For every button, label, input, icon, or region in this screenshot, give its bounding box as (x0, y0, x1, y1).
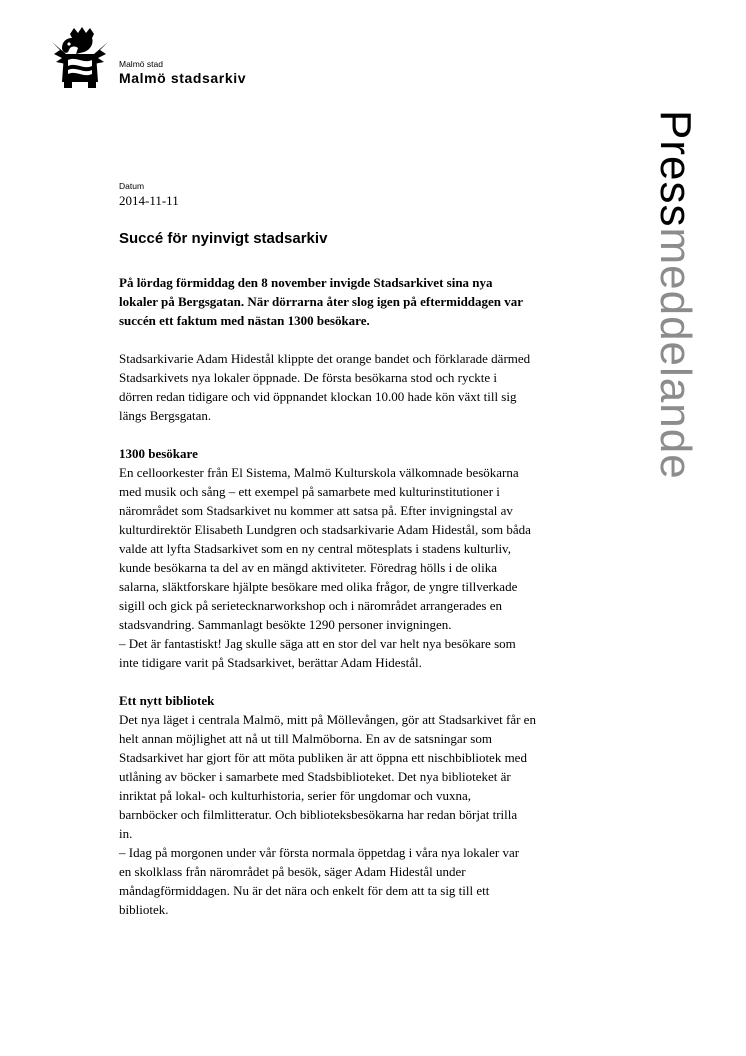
department-name: Malmö stadsarkiv (119, 70, 247, 86)
article-body (119, 273, 589, 938)
pressmeddelande-label (651, 110, 700, 480)
lead-paragraph: På lördag förmiddag den 8 november invigde Stadsarkivet sina nya lokaler på Bergsgatan. När dörrarna åter slog igen på eftermiddagen var succén ett faktum med nästan 1300 besökare. (119, 275, 524, 328)
section-body-visitors: En celloorkester från El Sistema, Malmö Kulturskola välkomnade besökarna med musik och sång – ett exempel på samarbete med kulturinstitutioner i närområdet som Stadsarkivet nu kommer att satsa på. Efter invigningstal av kulturdirektör Elisabeth Lundgren och stadsarkivarie Adam Hidestål, som båda valde att lyfta Stadsarkivet som en ny central mötesplats i stadens kulturliv, kunde besökarna ta del av en mängd aktiviteter. Föredrag hölls i de olika salarna, släktforskare hjälpte besökare med olika frågor, de yngre tillverkade sigill och gick på serietecknarworkshop och i närområdet arrangerades en stadsvandring. Sammanlagt besökte 1290 personer invigningen. – Det är fantastiskt! Jag skulle säga att en stor del var helt nya besökare som inte tidigare varit på Stadsarkivet, berättar Adam Hidestål. (119, 465, 531, 670)
intro-paragraph: Stadsarkivarie Adam Hidestål klippte det orange bandet och förklarade därmed Stadsarkivets nya lokaler öppnade. De första besökarna stod och ryckte i dörren redan tidigare och vid öppnandet klockan 10.00 hade kön växt till sig längs Bergsgatan. (119, 351, 531, 423)
label-press: Press (651, 110, 700, 228)
section-heading-library: Ett nytt bibliotek (119, 693, 215, 708)
label-meddelande: meddelande (651, 227, 700, 480)
malmo-griffin-logo-icon (50, 24, 110, 88)
section-body-library: Det nya läget i centrala Malmö, mitt på Möllevången, gör att Stadsarkivet får en helt annan möjlighet att nå ut till Malmöborna. En av de satsningar som Stadsarkivet har gjort för att möta publiken är att öppna ett nischbibliotek med utlåning av böcker i samarbete med Stadsbiblioteket. Det nya biblioteket är inriktat på lokal- och kulturhistoria, serier för ungdomar och vuxna, barnböcker och filmlitteratur. Och biblioteksbesökarna har redan börjat trilla in. – Idag på morgonen under vår första normala öppetdag i våra nya lokaler var en skolklass från närområdet på besök, säger Adam Hidestål under måndagförmiddagen. Nu är det nära och enkelt för dem att ta sig till ett bibliotek. (119, 712, 536, 917)
date-value: 2014-11-11 (119, 193, 179, 208)
section-heading-visitors: 1300 besökare (119, 446, 198, 461)
organization-name: Malmö stad (119, 59, 163, 69)
article-title: Succé för nyinvigt stadsarkiv (119, 230, 328, 247)
date-label: Datum (119, 181, 145, 191)
